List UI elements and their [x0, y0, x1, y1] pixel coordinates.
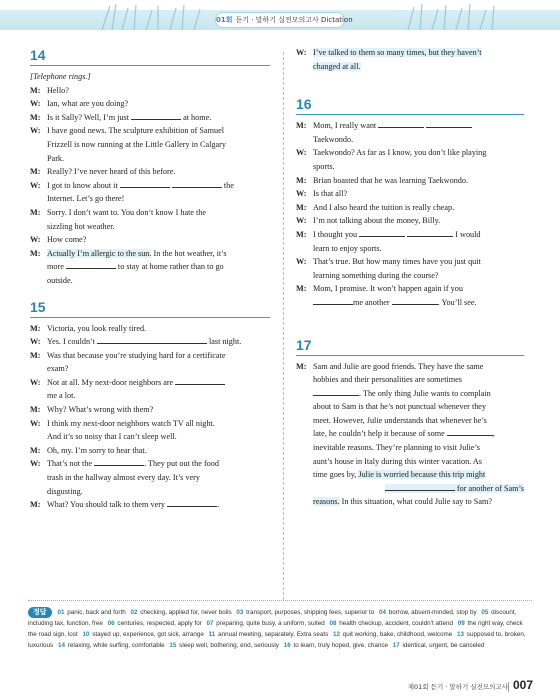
answer-text: relaxing, while surfing, comfortable — [65, 642, 167, 649]
answer-number: 15 — [169, 642, 177, 649]
speaker: M: — [30, 167, 41, 177]
dialogue-line — [30, 403, 270, 417]
dialogue-line — [296, 228, 524, 242]
header-title-text: 듣기 · 말하기 실전모의고사 Dictation — [235, 16, 353, 24]
dialogue-line — [30, 220, 270, 234]
section-14-number: 14 — [30, 47, 46, 63]
speaker: M: — [296, 361, 307, 371]
answer-number: 07 — [206, 620, 214, 627]
answer-number: 09 — [457, 620, 465, 627]
text-part: . The only thing Julie wants to complain — [359, 388, 491, 398]
text-part: In this situation, what could Julie say to Sam? — [341, 497, 492, 507]
text-part: What? You should talk to them very — [47, 500, 166, 510]
highlighted-text: reasons. — [313, 497, 340, 507]
answer-text: discount, including tax, function, free — [28, 609, 517, 627]
dialogue-line — [30, 485, 270, 499]
answer-text: the right way, check the road sign, lost — [28, 620, 523, 638]
dialogue-line — [296, 146, 524, 160]
dialogue-line — [296, 282, 524, 296]
answer-number: 16 — [283, 642, 291, 649]
line-text: Victoria, you look really tired. — [47, 323, 147, 333]
line-text: Taekwondo? As far as I know, you don’t like playing — [313, 148, 487, 158]
answer-number: 12 — [332, 631, 340, 638]
answer-number: 14 — [57, 642, 65, 649]
dialogue-line — [296, 255, 524, 269]
highlighted-text: I’ve talked to them so many times, but they haven’t — [313, 48, 482, 57]
line-text — [313, 60, 524, 74]
line-text: Sam and Julie are good friends. They have the same — [313, 361, 484, 371]
dialogue-line — [30, 444, 270, 458]
speaker: M: — [30, 405, 41, 415]
answer-blank[interactable] — [131, 112, 181, 120]
line-text — [313, 296, 524, 310]
line-text: me a lot. — [47, 391, 76, 401]
dialogue-line — [30, 97, 270, 111]
speaker: W: — [30, 180, 41, 190]
line-text: outside. — [47, 275, 73, 285]
dialogue-line — [296, 201, 524, 215]
dialogue-line — [30, 471, 270, 485]
line-text: Was that because you’re studying hard for a certificate — [47, 350, 226, 360]
line-text: about to Sam is that he’s not punctual whenever they — [313, 402, 487, 412]
answer-blank[interactable] — [313, 297, 353, 305]
answer-blank[interactable] — [313, 388, 359, 396]
line-text: I have good news. The sculpture exhibition of Samuel — [47, 126, 224, 136]
answer-number: 17 — [392, 642, 400, 649]
dialogue-line — [30, 430, 270, 444]
dialogue-line — [296, 46, 524, 60]
text-part: at home. — [183, 112, 212, 122]
speaker: M: — [30, 500, 41, 510]
text-part: to stay at home rather than to go — [117, 262, 224, 272]
answer-text: sleep well, bothering, end, seriously — [177, 642, 281, 649]
line-text: disgusting. — [47, 486, 83, 496]
answer-blank[interactable] — [407, 229, 453, 237]
speaker: W: — [30, 459, 41, 469]
dialogue-line — [296, 373, 524, 387]
section-15-header — [30, 298, 270, 318]
answer-text: transport, purposes, shipping fees, superior to — [244, 609, 377, 616]
line-text: Hello? — [47, 85, 69, 95]
line-text — [47, 335, 270, 349]
footer-separator — [508, 682, 509, 692]
line-text: meet. However, Julie understands that whenever he’s — [313, 415, 487, 425]
highlighted-text: Julie is worried because this trip might — [358, 470, 486, 480]
dialogue-line — [296, 482, 524, 496]
line-text: sports. — [313, 161, 335, 171]
line-text: I think my next-door neighbors watch TV all night. — [47, 418, 215, 428]
dialogue-line — [30, 247, 270, 261]
answer-badge: 정답 — [28, 607, 52, 618]
line-text — [313, 468, 524, 482]
speaker: M: — [296, 229, 307, 239]
dialogue-line — [30, 179, 270, 193]
page-number: 007 — [513, 678, 534, 692]
line-text: Sorry. I don’t want to. You don’t know I hate the — [47, 207, 207, 217]
speaker: W: — [296, 257, 307, 267]
speaker: M: — [30, 85, 41, 95]
answer-number: 01 — [57, 609, 65, 616]
answer-blank[interactable] — [97, 336, 207, 344]
line-text: hobbies and their personalities are sometimes — [313, 375, 462, 385]
dialogue-line — [30, 138, 270, 152]
dialogue-line — [296, 60, 524, 74]
dialogue-line — [30, 274, 270, 288]
answer-text: to learn, truly hoped, give, chance — [291, 642, 390, 649]
line-text — [47, 247, 270, 261]
answer-number: 11 — [208, 631, 216, 638]
text-part: I would — [455, 229, 481, 239]
line-text: Internet. Let’s go there! — [47, 194, 125, 204]
section-17-number: 17 — [296, 336, 312, 353]
speaker: M: — [30, 207, 41, 217]
answer-number: 13 — [457, 631, 465, 638]
line-text: That’s true. But how many times have you just quit — [313, 257, 481, 267]
answer-text: supposed to, broken, luxurious — [28, 631, 526, 649]
text-part: last night. — [209, 337, 242, 347]
speaker: W: — [296, 148, 307, 158]
answer-text: quit working, bake, childhood, welcome — [340, 631, 455, 638]
header-unit: 01회 — [216, 16, 233, 24]
text-part: , — [492, 429, 495, 439]
text-part: . They put out the food — [144, 459, 219, 469]
line-text: learning something during the course? — [313, 270, 439, 280]
dialogue-line — [30, 335, 270, 349]
speaker: W: — [296, 216, 307, 226]
line-text: Why? What’s wrong with them? — [47, 405, 154, 415]
section-17-header — [296, 336, 524, 356]
highlighted-text — [385, 484, 524, 493]
dialogue-line — [296, 187, 524, 201]
answer-text: centuries, respected, apply for — [115, 620, 204, 627]
header-title — [215, 12, 353, 28]
section-16-number: 16 — [296, 96, 312, 113]
line-text: exam? — [47, 364, 69, 374]
speaker: W: — [30, 99, 41, 109]
line-text: Park. — [47, 153, 65, 163]
answer-blank[interactable] — [378, 120, 424, 128]
answer-blank[interactable] — [447, 428, 495, 439]
text-part: more — [47, 262, 64, 272]
answer-blank[interactable] — [66, 261, 116, 269]
line-text — [313, 387, 524, 401]
dialogue-line — [30, 362, 270, 376]
pencils-decoration-right-icon — [400, 2, 520, 32]
dialogue-line — [296, 495, 524, 509]
line-text: Mom, I promise. It won’t happen again if you — [313, 284, 463, 294]
dialogue-line — [296, 441, 524, 455]
text-part: I got to know about it — [47, 180, 118, 190]
footer-title: 제01회 듣기 · 말하기 실전모의고사 — [407, 683, 508, 691]
speaker: M: — [296, 121, 307, 131]
line-text: aunt’s house in Italy during this winter vacation. As — [313, 456, 482, 466]
speaker: M: — [296, 202, 307, 212]
answer-blank[interactable] — [385, 483, 455, 491]
answer-number: 06 — [107, 620, 115, 627]
dialogue-line — [30, 111, 270, 125]
answer-blank[interactable] — [175, 377, 225, 385]
dialogue-line — [296, 160, 524, 174]
line-text: Oh, my. I’m sorry to hear that. — [47, 445, 147, 455]
dialogue-line — [30, 349, 270, 363]
speaker: W: — [296, 48, 307, 57]
text-part: Not at all. My next-door neighbors are — [47, 377, 174, 387]
dialogue-line — [296, 400, 524, 414]
text-part: the — [223, 180, 234, 190]
dialogue-line — [30, 322, 270, 336]
answer-text: borrow, absent-minded, stop by — [387, 609, 479, 616]
dialogue-line — [296, 119, 524, 133]
answer-number: 03 — [236, 609, 244, 616]
text-part: late, he couldn’t help it because of some — [313, 429, 445, 439]
line-text: And I also heard the tuition is really cheap. — [313, 202, 455, 212]
line-text: trash in the hallway almost every day. It’s very — [47, 473, 200, 483]
text-part: time goes by, — [313, 470, 357, 480]
text-part: for another of Sam’s — [456, 483, 524, 493]
dialogue-line — [30, 206, 270, 220]
line-text — [313, 427, 524, 441]
text-part: Mom, I really want — [313, 121, 377, 131]
section-14-header — [30, 46, 270, 66]
text-part: . You’ll see. — [437, 297, 477, 307]
text-part: Yes. I couldn’t — [47, 337, 95, 347]
answer-number: 02 — [130, 609, 138, 616]
line-text — [47, 376, 270, 390]
answer-blank[interactable] — [359, 229, 405, 237]
text-part: me another — [353, 297, 390, 307]
text-part: In the hot weather, it’s — [153, 248, 227, 258]
answer-text: identical, urgent, be canceled — [400, 642, 485, 649]
dialogue-line — [296, 455, 524, 469]
answer-text: panic, back and forth — [65, 609, 128, 616]
dialogue-line — [30, 165, 270, 179]
line-text: Brian boasted that he was learning Taekwondo. — [313, 175, 469, 185]
line-text — [47, 179, 270, 193]
stage-direction: [Telephone rings.] — [30, 72, 91, 81]
speaker: W: — [296, 189, 307, 199]
dialogue-line — [296, 174, 524, 188]
line-text: Taekwondo. — [313, 134, 354, 144]
page-header — [0, 0, 560, 38]
pencils-decoration-icon — [92, 2, 212, 32]
line-text — [47, 111, 270, 125]
answer-blank[interactable] — [426, 120, 472, 128]
line-text: learn to enjoy sports. — [313, 243, 382, 253]
dialogue-line — [296, 387, 524, 401]
page-footer — [0, 678, 560, 700]
dialogue-line — [30, 192, 270, 206]
text-part: . — [217, 500, 220, 510]
left-column — [30, 46, 270, 512]
answer-text: checking, applied for, never boils — [138, 609, 234, 616]
line-text: Frizzell is now running at the Little Gallery in Calgary — [47, 139, 226, 149]
speaker: M: — [30, 350, 41, 360]
line-text — [313, 228, 524, 242]
dialogue-line — [296, 269, 524, 283]
line-text: Really? I’ve never heard of this before. — [47, 167, 176, 177]
answer-text: preparing, quite busy, a uniform, suited — [214, 620, 327, 627]
line-text: inevitable reasons. They’re planning to visit Julie’s — [313, 443, 480, 453]
answer-key — [28, 600, 532, 670]
line-text — [313, 119, 524, 133]
speaker: W: — [30, 235, 41, 245]
speaker: W: — [30, 337, 41, 347]
speaker: M: — [30, 445, 41, 455]
line-text — [47, 260, 270, 274]
answer-blank[interactable] — [120, 180, 170, 188]
text-part: That’s not the — [47, 459, 93, 469]
dialogue-line — [30, 498, 270, 512]
answer-number: 08 — [329, 620, 337, 627]
line-text — [313, 46, 524, 60]
dialogue-line — [30, 84, 270, 98]
dialogue-line — [30, 233, 270, 247]
dialogue-line — [296, 296, 524, 310]
speaker: M: — [30, 248, 41, 258]
dialogue-line — [296, 360, 524, 374]
dialogue-line — [296, 414, 524, 428]
dialogue-line — [30, 152, 270, 166]
speaker: M: — [296, 175, 307, 185]
line-text: I’m not talking about the money, Billy. — [313, 216, 441, 226]
answer-blank[interactable] — [167, 499, 220, 510]
answer-text: annual meeting, separately, Extra seats — [216, 631, 330, 638]
line-text — [313, 482, 524, 496]
dialogue-line — [30, 376, 270, 390]
speaker: W: — [30, 418, 41, 428]
answer-number: 04 — [379, 609, 387, 616]
line-text — [47, 498, 270, 512]
text-part: Is it Sally? Well, I’m just — [47, 112, 129, 122]
section-16-header — [296, 95, 524, 115]
answer-text: health checkup, accident, couldn’t attend — [337, 620, 455, 627]
dialogue-line — [30, 124, 270, 138]
line-text: Is that all? — [313, 189, 348, 199]
answer-blank[interactable] — [392, 297, 438, 305]
line-text: How come? — [47, 235, 87, 245]
answer-number: 10 — [82, 631, 90, 638]
speaker: M: — [30, 323, 41, 333]
line-text — [47, 457, 270, 471]
highlighted-text: Actually I’m allergic to the sun. — [47, 248, 152, 258]
dialogue-line — [296, 468, 524, 482]
highlighted-text: changed at all. — [313, 61, 361, 71]
answer-blank[interactable] — [94, 458, 144, 466]
speaker: M: — [296, 284, 307, 294]
answer-number: 05 — [481, 609, 489, 616]
line-text — [313, 495, 524, 509]
dialogue-line — [296, 133, 524, 147]
column-divider — [283, 52, 284, 600]
speaker: M: — [30, 112, 41, 122]
speaker: W: — [30, 377, 41, 387]
dialogue-line — [30, 417, 270, 431]
dialogue-line — [296, 214, 524, 228]
dialogue-line — [296, 242, 524, 256]
speaker: W: — [30, 126, 41, 136]
section-15-number: 15 — [30, 298, 46, 315]
answer-items — [28, 609, 526, 649]
dialogue-line — [30, 260, 270, 274]
answer-blank[interactable] — [172, 180, 222, 188]
text-part: I thought you — [313, 229, 358, 239]
right-column — [296, 46, 524, 509]
line-text: Ian, what are you doing? — [47, 99, 129, 109]
line-text: And it’s so noisy that I can’t sleep well. — [47, 432, 177, 442]
dialogue-line — [30, 389, 270, 403]
line-text: sizzling hot weather. — [47, 221, 115, 231]
dialogue-line — [296, 427, 524, 441]
answer-text: stayed up, experience, got sick, arrange — [90, 631, 206, 638]
dialogue-line — [30, 457, 270, 471]
